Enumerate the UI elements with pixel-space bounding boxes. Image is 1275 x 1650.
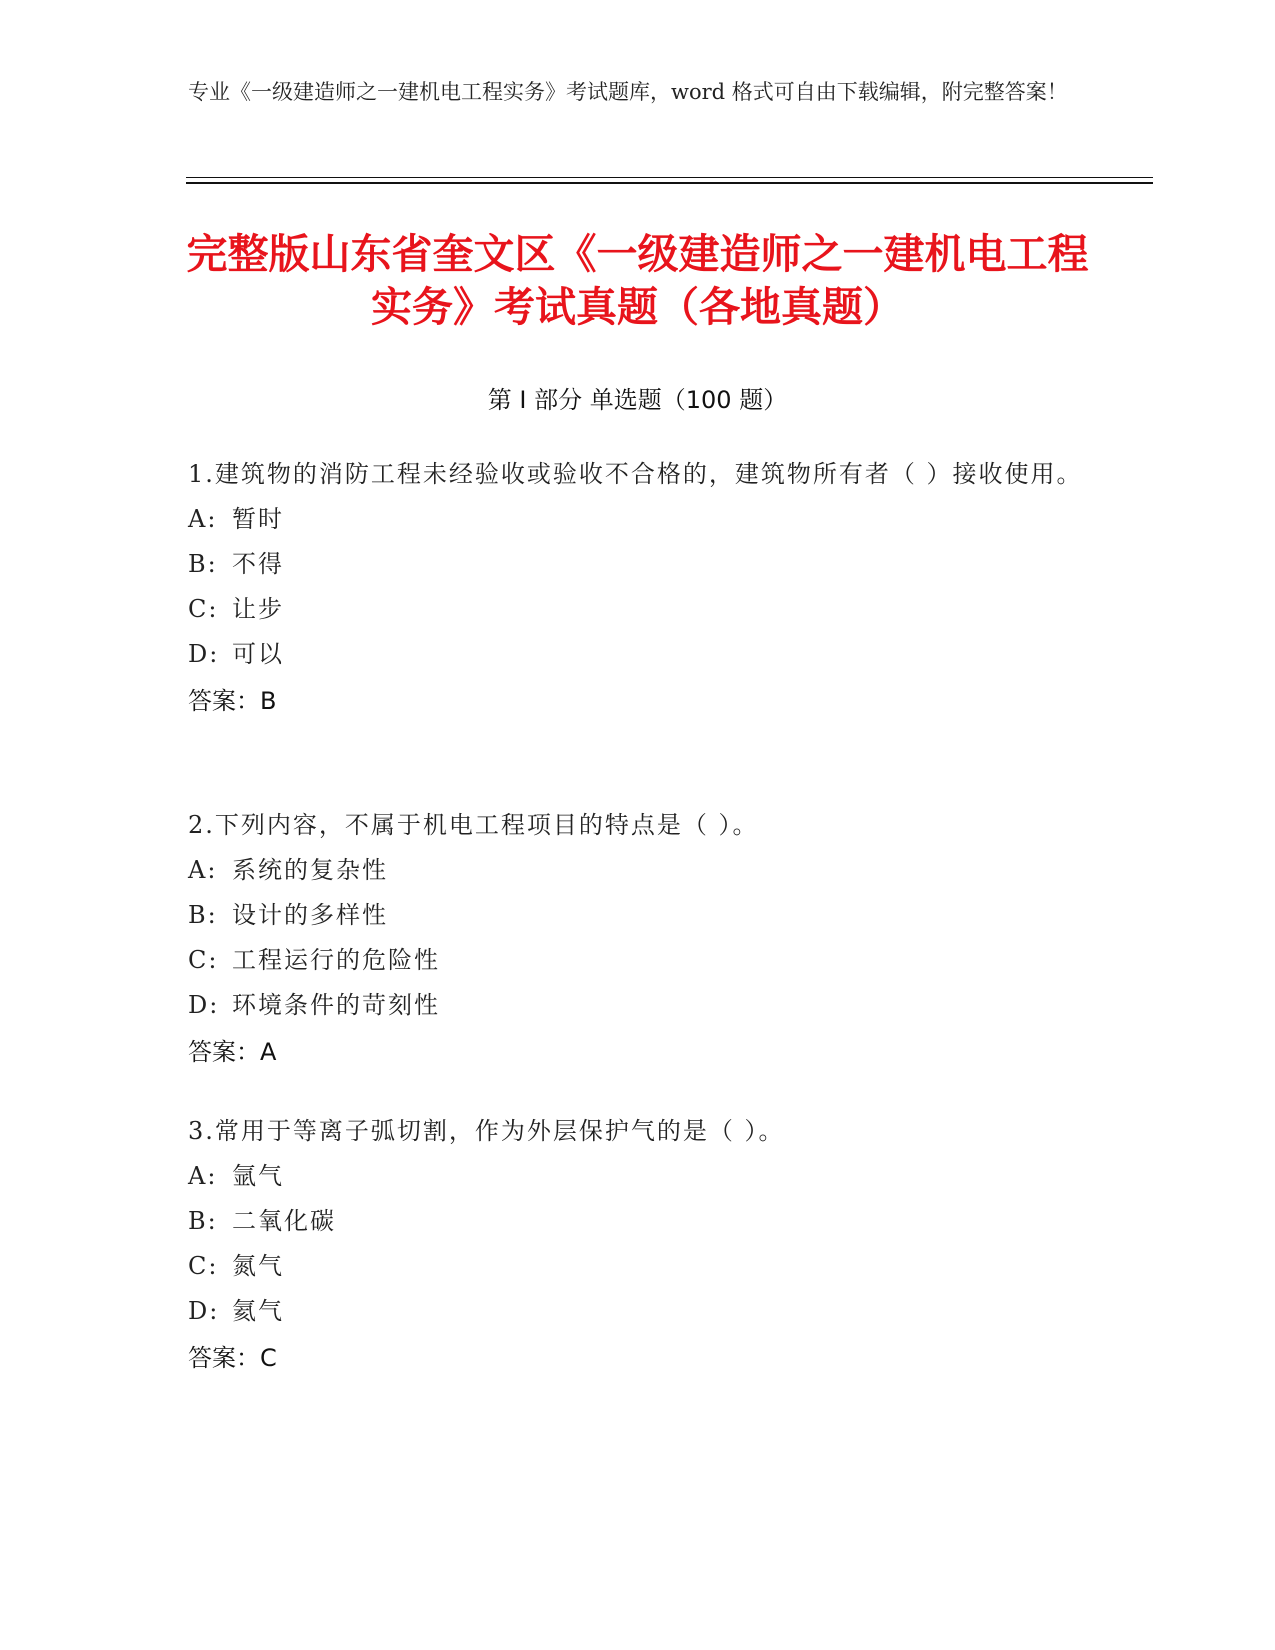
option-key: B: [188, 901, 218, 929]
question-2 [188, 803, 1088, 1075]
header-note: 专业《一级建造师之一建机电工程实务》考试题库，word 格式可自由下载编辑，附完整答案！ [188, 80, 1068, 104]
option-a [188, 497, 1088, 542]
option-text: 让步 [232, 595, 284, 623]
question-1 [188, 452, 1088, 724]
option-text: 氩气 [232, 1162, 284, 1190]
option-key: A: [188, 856, 218, 884]
option-c [188, 587, 1088, 632]
section-heading: 第 I 部分 单选题（100 题） [487, 386, 788, 414]
option-a [188, 848, 1088, 893]
option-text: 设计的多样性 [232, 901, 388, 929]
option-key: A: [188, 505, 218, 533]
option-text: 系统的复杂性 [232, 856, 388, 884]
option-d [188, 632, 1088, 677]
option-d [188, 1289, 1088, 1334]
option-a [188, 1154, 1088, 1199]
question-stem: 2.下列内容，不属于机电工程项目的特点是（ ）。 [188, 811, 759, 839]
option-key: B: [188, 550, 218, 578]
header-divider-thick [186, 182, 1153, 184]
answer: 答案：C [188, 1344, 277, 1372]
question-3 [188, 1109, 1088, 1381]
answer: 答案：A [188, 1038, 277, 1066]
option-b [188, 542, 1088, 587]
document-title: 完整版山东省奎文区《一级建造师之一建机电工程实务》考试真题（各地真题） [186, 230, 1089, 331]
option-text: 二氧化碳 [232, 1207, 336, 1235]
option-text: 不得 [232, 550, 284, 578]
option-key: D: [188, 640, 220, 668]
question-stem: 1.建筑物的消防工程未经验收或验收不合格的，建筑物所有者（ ）接收使用。 [188, 460, 1083, 488]
option-key: D: [188, 991, 220, 1019]
header-divider [186, 177, 1153, 178]
option-key: A: [188, 1162, 218, 1190]
option-key: C: [188, 1252, 219, 1280]
option-c [188, 938, 1088, 983]
option-text: 可以 [232, 640, 284, 668]
option-b [188, 893, 1088, 938]
option-text: 暂时 [232, 505, 284, 533]
option-key: D: [188, 1297, 220, 1325]
option-c [188, 1244, 1088, 1289]
option-b [188, 1199, 1088, 1244]
option-key: B: [188, 1207, 218, 1235]
option-key: C: [188, 595, 219, 623]
option-d [188, 983, 1088, 1028]
question-stem: 3.常用于等离子弧切割，作为外层保护气的是（ ）。 [188, 1117, 785, 1145]
option-key: C: [188, 946, 219, 974]
option-text: 氦气 [232, 1297, 284, 1325]
option-text: 环境条件的苛刻性 [232, 991, 440, 1019]
option-text: 氮气 [232, 1252, 284, 1280]
answer: 答案：B [188, 687, 277, 715]
option-text: 工程运行的危险性 [232, 946, 440, 974]
